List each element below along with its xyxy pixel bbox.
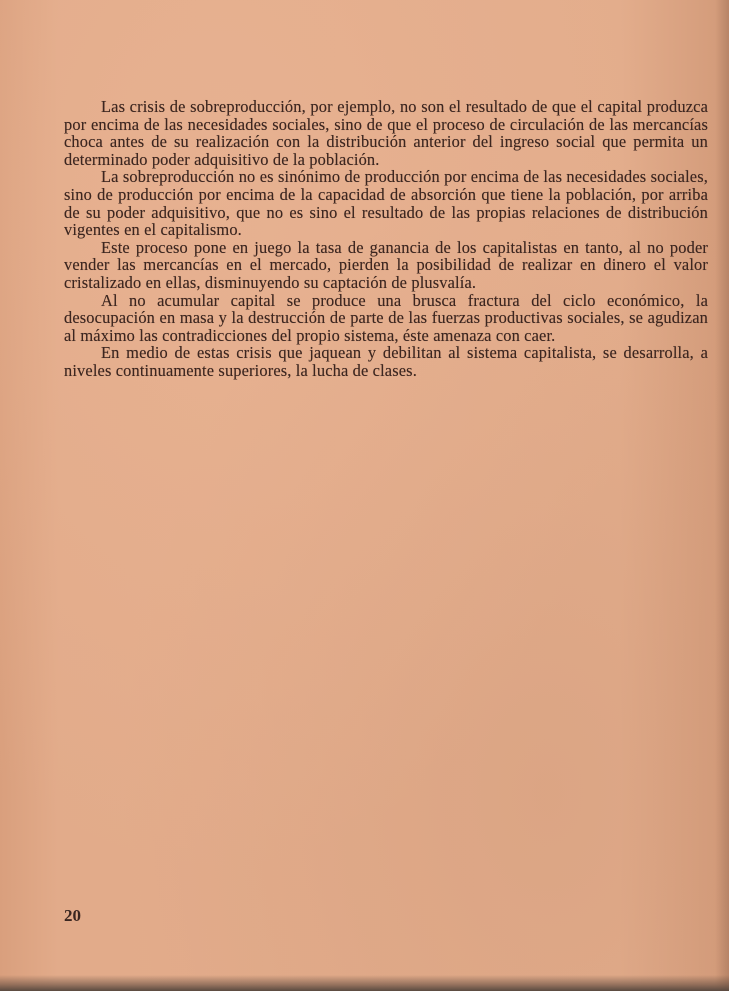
paragraph: Este proceso pone en juego la tasa de ganancia de los capitalistas en tanto, al no poder vender las mercancías en el mercado, pierden la posibilidad de realizar en dinero el valor cristalizado en ellas, disminuyendo su captación de plusvalía. bbox=[64, 237, 708, 292]
body-text bbox=[64, 98, 708, 380]
paragraph: Al no acumular capital se produce una brusca fractura del ciclo económico, la desocupación en masa y la destrucción de parte de las fuerzas productivas sociales, se agudizan al máximo las contradicciones del propio sistema, éste amenaza con caer. bbox=[64, 290, 708, 345]
paragraph: Las crisis de sobreproducción, por ejemplo, no son el resultado de que el capital produzca por encima de las necesidades sociales, sino de que el proceso de circulación de las mercancías choca antes de su realización con la distribución anterior del ingreso social que permita un determinado poder adquisitivo de la población. bbox=[64, 97, 708, 169]
page-number: 20 bbox=[64, 906, 81, 925]
paragraph: En medio de estas crisis que jaquean y debilitan al sistema capitalista, se desarrolla, a niveles continuamente superiores, la lucha de clases. bbox=[64, 343, 708, 380]
page-edge-shadow bbox=[715, 0, 729, 991]
paragraph: La sobreproducción no es sinónimo de producción por encima de las necesidades sociales, sino de producción por encima de la capacidad de absorción que tiene la población, por arriba de su poder adquisitivo, que no es sino el resultado de las propias relaciones de distribución vigentes en el capitalismo. bbox=[64, 167, 708, 240]
page-edge-bottom bbox=[0, 975, 729, 991]
